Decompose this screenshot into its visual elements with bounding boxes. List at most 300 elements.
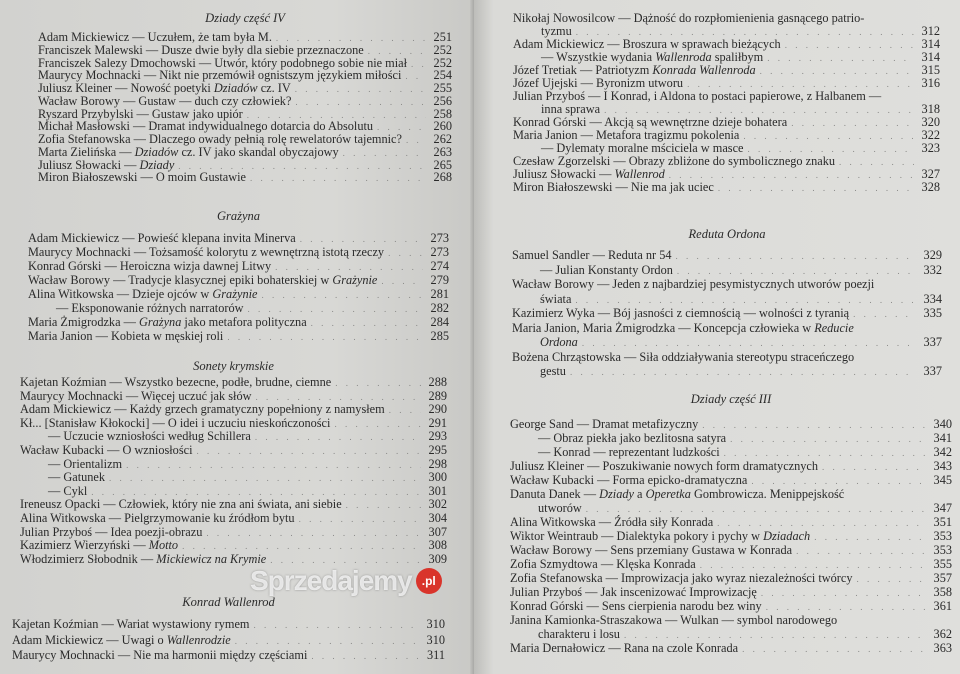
- entry-line: [510, 473, 952, 487]
- page-number: 252: [433, 55, 452, 70]
- toc-entry: [510, 585, 952, 599]
- entry-title: [48, 485, 87, 499]
- toc-entry: [12, 617, 445, 633]
- page-number: 273: [430, 245, 449, 259]
- entry-text-segment: Maurycy Mochnacki — Więcej uczuć jak słów: [20, 388, 252, 403]
- page-number: 293: [428, 429, 447, 444]
- dot-leader: [311, 649, 419, 665]
- page-number: 256: [433, 93, 452, 108]
- page-number: 328: [921, 180, 940, 194]
- entry-title: [28, 273, 377, 287]
- entry-title: [20, 539, 178, 553]
- dot-leader: [575, 293, 916, 308]
- page-number: 308: [428, 538, 447, 553]
- dot-leader: [300, 232, 423, 246]
- page-number: 332: [923, 262, 942, 277]
- toc-entry: [510, 543, 952, 557]
- dot-leader: [411, 58, 426, 71]
- entry-line: [512, 248, 942, 263]
- toc-entry: [20, 403, 447, 417]
- entry-title-continued: [540, 292, 571, 307]
- entry-text-segment: Maurycy Mochnacki — Tożsamość kolorytu z wewnętrzną istotą rzeczy: [28, 245, 385, 259]
- entry-line: [510, 501, 952, 515]
- dot-leader: [311, 316, 423, 330]
- entry-title-continued: [540, 364, 566, 379]
- page-number: 340: [933, 417, 952, 431]
- entry-line: [510, 613, 952, 627]
- dot-leader: [250, 172, 426, 185]
- entry-text-segment: Wallenroda: [655, 50, 712, 64]
- dot-leader: [261, 288, 423, 302]
- entry-text-segment: utworów: [538, 501, 582, 515]
- entry-text-segment: Maurycy Mochnacki — Nikt nie przemówił ognistszym językiem miłości: [38, 68, 402, 83]
- toc-entry: [20, 498, 447, 512]
- dot-leader: [791, 117, 914, 130]
- entry-text-segment: George Sand — Dramat metafizyczny: [510, 417, 699, 431]
- entry-title: [510, 515, 713, 529]
- entry-title: [20, 403, 385, 417]
- section-title: [12, 595, 445, 610]
- entry-line: [512, 350, 942, 365]
- entry-text-segment: Juliusz Kleiner — Nowość poetyki: [38, 81, 214, 95]
- dot-leader: [751, 474, 926, 488]
- dot-leader: [586, 502, 926, 516]
- dot-leader: [718, 182, 914, 195]
- dot-leader: [730, 432, 926, 446]
- entry-text-segment: — Orientalizm: [48, 456, 123, 471]
- entry-line: [510, 627, 952, 641]
- entry-list: [510, 417, 952, 655]
- section-title: [20, 359, 447, 374]
- dot-leader: [856, 572, 926, 586]
- dot-leader: [295, 96, 426, 109]
- dot-leader: [724, 446, 926, 460]
- toc-entry: [510, 515, 952, 529]
- toc-entry: [28, 245, 449, 259]
- entry-title: [12, 633, 231, 649]
- entry-line: [12, 617, 445, 633]
- page-number: 282: [430, 301, 449, 315]
- entry-line: [512, 277, 942, 292]
- entry-line: [510, 599, 952, 613]
- entry-title: [28, 315, 307, 329]
- entry-line: [20, 458, 447, 472]
- dot-leader: [582, 336, 916, 351]
- entry-title: [510, 613, 837, 627]
- entry-text-segment: — Uczucie wzniosłości według Schillera: [48, 429, 251, 444]
- page-number: 255: [433, 81, 452, 95]
- page-number: 301: [428, 483, 447, 498]
- entry-title-continued: [538, 627, 620, 641]
- toc-entry: [20, 539, 447, 553]
- entry-text-segment: Maria Żmigrodzka —: [28, 315, 139, 329]
- entry-line: [20, 430, 447, 444]
- entry-text-segment: cz. IV jako skandal obyczajowy: [178, 144, 339, 159]
- entry-text-segment: Konrada Wallenroda: [652, 63, 756, 77]
- dot-leader: [275, 260, 423, 274]
- entry-text-segment: Motto: [148, 538, 179, 553]
- entry-text-segment: charakteru i losu: [538, 627, 620, 641]
- entry-text-segment: Maria Janion — Metafora tragizmu pokolenia: [513, 128, 740, 142]
- entry-text-segment: inna sprawa: [541, 102, 601, 116]
- page-number: 289: [428, 388, 447, 403]
- toc-entry: [513, 90, 940, 116]
- section-title: [38, 11, 452, 26]
- entry-text-segment: Operetka: [645, 487, 691, 501]
- entry-line: [38, 171, 452, 184]
- entry-text-segment: Adam Mickiewicz — Powieść klepana invita Minerva: [28, 231, 296, 245]
- entry-text-segment: Maurycy Mochnacki — Nie ma harmonii między częściami: [12, 648, 308, 662]
- dot-leader: [717, 516, 926, 530]
- entry-title: [28, 329, 223, 343]
- dot-leader: [839, 156, 914, 169]
- entry-title: [48, 458, 122, 472]
- entry-text-segment: Sonety krymskie: [193, 359, 274, 373]
- entry-text-segment: Juliusz Słowacki —: [513, 167, 615, 181]
- entry-text-segment: Maria Janion — Kobieta w męskiej roli: [28, 329, 224, 343]
- entry-line: [512, 335, 942, 350]
- toc-entry: [20, 512, 447, 526]
- entry-title: [512, 248, 672, 263]
- toc-entry: [510, 431, 952, 445]
- toc-entry: [28, 259, 449, 273]
- entry-line: [510, 585, 952, 599]
- entry-line: [510, 431, 952, 445]
- page-number: 347: [933, 501, 952, 515]
- toc-entry: [28, 287, 449, 301]
- toc-entry: [12, 633, 445, 649]
- entry-title: [512, 321, 854, 336]
- entry-text-segment: Maria Janion, Maria Żmigrodzka — Koncepcja człowieka w: [512, 320, 815, 335]
- dot-leader: [405, 70, 426, 83]
- entry-line: [510, 445, 952, 459]
- entry-text-segment: Juliusz Słowacki —: [38, 157, 140, 172]
- dot-leader: [381, 274, 423, 288]
- entry-text-segment: — Julian Konstanty Ordon: [540, 262, 673, 277]
- toc-entry: [512, 263, 942, 278]
- entry-line: [28, 259, 449, 273]
- entry-line: [510, 515, 952, 529]
- page-number: 281: [430, 287, 449, 301]
- page-number: 318: [921, 102, 940, 116]
- toc-entry: [28, 273, 449, 287]
- entry-text-segment: tyzmu: [541, 24, 572, 38]
- dot-leader: [334, 418, 421, 432]
- watermark: [250, 567, 442, 595]
- entry-title: [510, 571, 852, 585]
- entry-text-segment: Konrad Wallenrod: [182, 595, 275, 609]
- entry-line: [510, 417, 952, 431]
- entry-text-segment: Zofia Stefanowska — Improwizacja jako wyraz niezależności twórcy: [510, 571, 853, 585]
- page-number: 314: [921, 37, 940, 51]
- entry-title: [512, 350, 854, 365]
- entry-text-segment: — Obraz piekła jako bezlitosna satyra: [538, 431, 727, 445]
- entry-text-segment: Samuel Sandler — Reduta nr 54: [512, 248, 672, 262]
- toc-entry: [20, 485, 447, 499]
- entry-text-segment: Miron Białoszewski — O moim Gustawie: [38, 170, 247, 185]
- toc-entry: [510, 487, 952, 515]
- page-number: 351: [933, 515, 952, 529]
- entry-line: [510, 543, 952, 557]
- toc-entry: [512, 321, 942, 350]
- entry-text-segment: — Wszystkie wydania: [541, 50, 656, 64]
- dot-leader: [109, 472, 421, 486]
- page-number: 268: [433, 170, 452, 185]
- toc-entry: [510, 417, 952, 431]
- page-number: 320: [921, 115, 940, 129]
- toc-entry: [12, 648, 445, 664]
- toc-entry: [512, 350, 942, 379]
- entry-text-segment: Józef Tretiak — Patriotyzm: [513, 63, 653, 77]
- entry-text-segment: Kazimierz Wierzyński —: [20, 538, 149, 553]
- entry-line: [513, 12, 940, 25]
- entry-title: [28, 287, 257, 301]
- entry-line: [512, 306, 942, 321]
- entry-text-segment: Adam Mickiewicz — Uczułem, że tam była M.: [38, 30, 272, 44]
- entry-title: [510, 543, 792, 557]
- entry-text-segment: Julian Przyboś — I Konrad, i Aldona to postaci papierowe, z Halbanem —: [513, 89, 882, 103]
- entry-text-segment: część III: [726, 392, 772, 406]
- page-number: 314: [921, 50, 940, 64]
- entry-list: [513, 12, 940, 194]
- dot-leader: [796, 544, 926, 558]
- toc-entry: [510, 473, 952, 487]
- entry-line: [20, 512, 447, 526]
- entry-text-segment: część IV: [240, 11, 285, 25]
- entry-text-segment: Dziady: [139, 157, 175, 172]
- page-number: 260: [433, 119, 452, 134]
- dot-leader: [785, 39, 914, 52]
- entry-text-segment: Grażyna: [138, 315, 182, 329]
- dot-leader: [295, 83, 426, 96]
- dot-leader: [346, 499, 421, 513]
- dot-leader: [197, 445, 422, 459]
- entry-line: [512, 321, 942, 336]
- entry-title: [510, 529, 810, 543]
- entry-text-segment: Nikołaj Nowosilcow — Dążność do rozpłomienienia gasnącego patrio-: [513, 11, 865, 25]
- page-number: 361: [933, 599, 952, 613]
- entry-title: [510, 585, 757, 599]
- dot-leader: [767, 52, 914, 65]
- entry-title: [12, 648, 307, 664]
- entry-line: [512, 364, 942, 379]
- entry-text-segment: Grażynie: [332, 273, 378, 287]
- toc-entry: [510, 571, 952, 585]
- dot-leader: [853, 307, 916, 322]
- entry-text-segment: cz. IV: [257, 81, 291, 95]
- page-number: 341: [933, 431, 952, 445]
- entry-text-segment: Dziadów: [213, 81, 258, 95]
- entry-text-segment: Alina Witkowska — Dzieje ojców w: [28, 287, 213, 301]
- page-number: 342: [933, 445, 952, 459]
- toc-entry: [513, 181, 940, 194]
- entry-text-segment: Wacław Borowy — Jeden z najbardziej pesymistycznych utworów poezji: [512, 277, 875, 291]
- entry-line: [20, 471, 447, 485]
- entry-title-continued: [538, 501, 582, 515]
- section-title: [510, 392, 952, 407]
- entry-title: [20, 390, 251, 404]
- page-number: 284: [430, 315, 449, 329]
- entry-text-segment: Czesław Zgorzelski — Obrazy zbliżone do symbolicznego znaku: [513, 154, 836, 168]
- entry-line: [20, 390, 447, 404]
- entry-title: [20, 498, 342, 512]
- entry-text-segment: Kajetan Koźmian — Wariat wystawiony rymem: [12, 617, 250, 631]
- toc-entry: [510, 445, 952, 459]
- watermark-logo: Sprzedajemy: [250, 565, 412, 596]
- entry-text-segment: Reduta Ordona: [688, 227, 766, 241]
- entry-line: [20, 485, 447, 499]
- entry-text-segment: Franciszek Salezy Dmochowski — Utwór, który podobnego sobie nie miał: [38, 55, 408, 70]
- entry-line: [512, 263, 942, 278]
- dot-leader: [227, 330, 423, 344]
- entry-text-segment: Franciszek Malewski — Dusze dwie były dla siebie przeznaczone: [38, 42, 364, 57]
- entry-text-segment: Ireneusz Opacki — Człowiek, który nie zna ani świata, ani siebie: [20, 497, 342, 512]
- entry-line: [28, 315, 449, 329]
- entry-text-segment: Gombrowicza. Menippejskość: [690, 487, 845, 501]
- page-number: 302: [428, 497, 447, 512]
- entry-title: [538, 445, 720, 459]
- page-number: 252: [433, 42, 452, 57]
- entry-title: [28, 231, 296, 245]
- page-number: 295: [428, 442, 447, 457]
- page-number: 337: [923, 335, 942, 349]
- toc-entry: [512, 306, 942, 321]
- entry-text-segment: a: [633, 487, 646, 501]
- entry-text-segment: Konrad Górski — Heroiczna wizja dawnej Litwy: [28, 259, 272, 273]
- entry-text-segment: świata: [540, 291, 572, 306]
- entry-text-segment: Dziady: [599, 487, 634, 501]
- entry-title-continued: [540, 335, 578, 350]
- entry-line: [28, 273, 449, 287]
- page-number: 334: [923, 291, 942, 306]
- entry-text-segment: Wacław Kubacki — Forma epicko-dramatyczna: [510, 473, 748, 487]
- dot-leader: [206, 527, 421, 541]
- toc-entry: [513, 12, 940, 38]
- entry-line: [513, 181, 940, 194]
- entry-text-segment: Grażyna: [216, 209, 261, 223]
- entry-text-segment: Kajetan Koźmian — Wszystko bezecne, podłe, brudne, ciemne: [20, 375, 332, 389]
- dot-leader: [766, 600, 926, 614]
- entry-line: [28, 329, 449, 343]
- dot-leader: [761, 586, 926, 600]
- entry-text-segment: Zofia Stefanowska — Dlaczego owady pełnią rolę rewelatorów tajemnic?: [38, 132, 402, 146]
- page-number: 258: [433, 106, 452, 121]
- dot-leader: [624, 628, 926, 642]
- page-number: 316: [921, 76, 940, 90]
- entry-title: [510, 473, 747, 487]
- dot-leader: [299, 513, 421, 527]
- entry-text-segment: Wallenrod: [614, 167, 665, 181]
- entry-list: [28, 231, 449, 343]
- page-number: 327: [921, 167, 940, 181]
- dot-leader: [677, 264, 916, 279]
- dot-leader: [389, 404, 421, 418]
- entry-text-segment: Alina Witkowska — Pielgrzymowanie ku źródłom bytu: [20, 510, 295, 525]
- page-number: 288: [428, 375, 447, 389]
- entry-text-segment: Miron Białoszewski — Nie ma jak uciec: [513, 180, 714, 194]
- entry-title: [28, 259, 271, 273]
- section-title: [512, 227, 942, 242]
- entry-text-segment: Kł... [Stanisław Kłokocki] — O idei i uczuciu nieskończoności: [20, 415, 331, 430]
- entry-title: [20, 376, 331, 390]
- entry-text-segment: Wacław Borowy — Gustaw — duch czy człowiek?: [38, 93, 292, 108]
- entry-line: [28, 231, 449, 245]
- page-number: 311: [427, 648, 445, 662]
- page-number: 285: [430, 329, 449, 343]
- entry-text-segment: Wacław Kubacki — O wzniosłości: [20, 442, 193, 457]
- dot-leader: [406, 134, 426, 147]
- toc-entry: [510, 641, 952, 655]
- entry-text-segment: Józef Ujejski — Byronizm utworu: [513, 76, 684, 90]
- entry-title: [20, 444, 193, 458]
- entry-line: [12, 648, 445, 664]
- dot-leader: [247, 302, 423, 316]
- entry-text-segment: Dziady: [690, 392, 727, 406]
- entry-line: [20, 539, 447, 553]
- dot-leader: [743, 130, 914, 143]
- page-number: 357: [933, 571, 952, 585]
- entry-text-segment: Zofia Szmydtowa — Klęska Konrada: [510, 557, 696, 571]
- entry-text-segment: Maria Dernałowicz — Rana na czole Konrada: [510, 641, 739, 655]
- entry-text-segment: Janina Kamionka-Straszakowa — Wulkan — symbol narodowego: [510, 613, 838, 627]
- entry-text-segment: Wacław Borowy — Tradycje klasycznej epiki bohaterskiej w: [28, 273, 333, 287]
- entry-line: [510, 641, 952, 655]
- entry-line: [510, 529, 952, 543]
- entry-text-segment: Konrad Górski — Akcją są wewnętrzne dzieje bohatera: [513, 115, 788, 129]
- entry-line: [20, 403, 447, 417]
- page-number: 310: [426, 632, 445, 647]
- entry-text-segment: — Konrad — reprezentant ludzkości: [538, 445, 720, 459]
- entry-text-segment: gestu: [540, 364, 566, 378]
- page-number: 273: [430, 231, 449, 245]
- toc-entry: [510, 613, 952, 641]
- toc-entry: [510, 599, 952, 613]
- entry-line: [20, 417, 447, 431]
- toc-entry: [28, 329, 449, 343]
- dot-leader: [676, 249, 917, 264]
- entry-text-segment: Wallenrodzie: [166, 632, 231, 647]
- entry-line: [12, 633, 445, 649]
- dot-leader: [388, 246, 423, 260]
- entry-title: [513, 181, 714, 194]
- entry-title: [20, 526, 202, 540]
- page-number: 329: [923, 248, 942, 262]
- page-number: 291: [428, 415, 447, 430]
- entry-text-segment: Adam Mickiewicz — Uwagi o: [12, 632, 167, 647]
- dot-leader: [253, 618, 419, 634]
- page-number: 353: [933, 529, 952, 543]
- dot-leader: [126, 459, 421, 473]
- page-number: 262: [433, 132, 452, 146]
- page-number: 358: [933, 585, 952, 599]
- entry-text-segment: Grażynie: [212, 287, 258, 301]
- entry-line: [20, 526, 447, 540]
- page-number: 363: [933, 641, 952, 655]
- entry-text-segment: Marta Zielińska —: [38, 144, 135, 159]
- entry-title: [510, 599, 762, 613]
- entry-title: [510, 641, 738, 655]
- toc-entry: [20, 458, 447, 472]
- toc-entry: [20, 526, 447, 540]
- dot-leader: [255, 431, 421, 445]
- page-number: 290: [428, 402, 447, 417]
- entry-line: [20, 444, 447, 458]
- page-number: 362: [933, 627, 952, 641]
- entry-text-segment: Juliusz Kleiner — Poszukiwanie nowych form dramatycznych: [510, 459, 819, 473]
- toc-entry: [512, 277, 942, 306]
- toc-entry: [20, 417, 447, 431]
- entry-list: [20, 376, 447, 566]
